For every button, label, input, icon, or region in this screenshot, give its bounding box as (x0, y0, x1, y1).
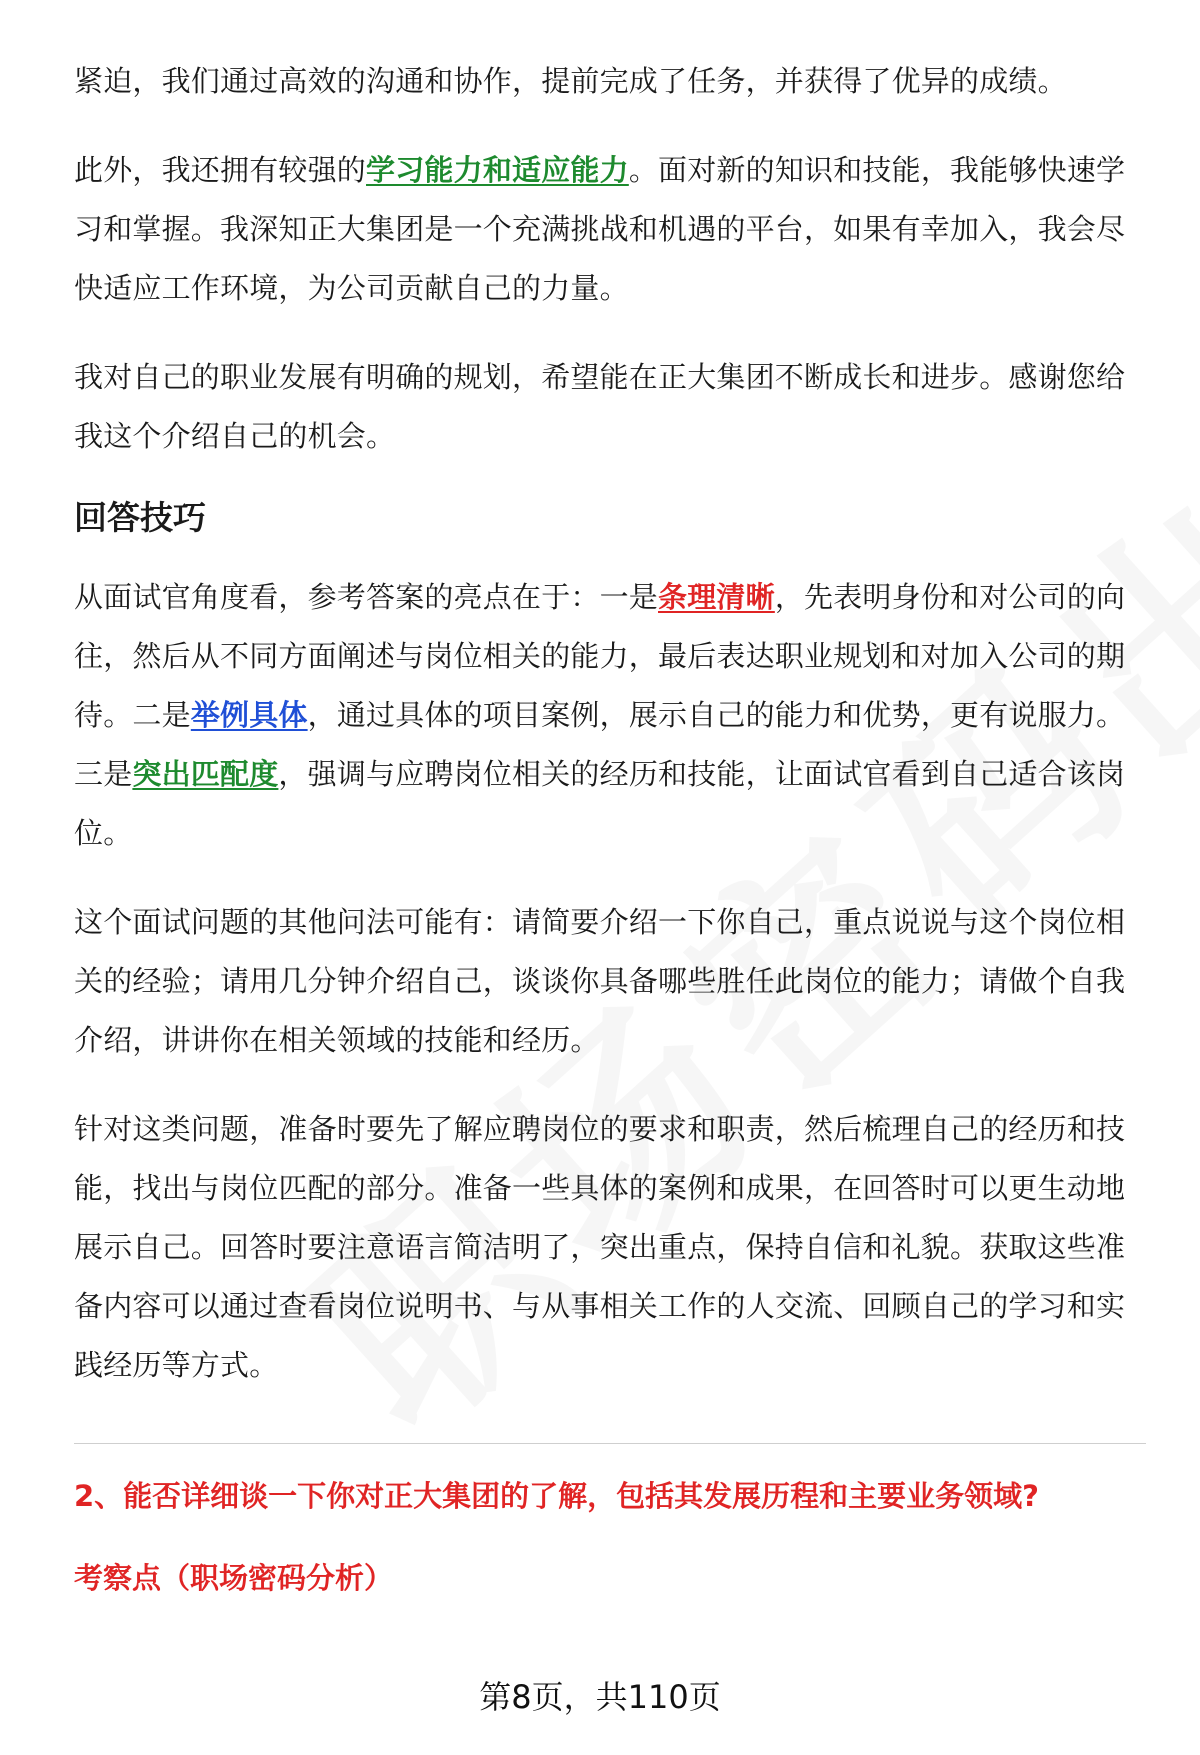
divider (74, 1443, 1146, 1444)
highlight-specific-examples: 举例具体 (190, 698, 308, 732)
page-number: 第8页，共110页 (479, 1678, 721, 1716)
next-question-subtitle: 考察点（职场密码分析） (74, 1561, 394, 1595)
tips-paragraph-3: 针对这类问题，准备时要先了解应聘岗位的要求和职责，然后梳理自己的经历和技能，找出与岗位匹配的部分。准备一些具体的案例和成果，在回答时可以更生动地展示自己。回答时要注意语言简洁明了，突出重点，保持自信和礼貌。获取这些准备内容可以通过查看岗位说明书、与从事相关工作的人交流、回顾自己的学习和实践经历等方式。 (74, 1112, 1126, 1382)
tips-text-d: ，强调与应聘岗位相关的经历和技能，让面试官看到自己适合该岗位。 (74, 757, 1126, 850)
paragraph-3: 我对自己的职业发展有明确的规划，希望能在正大集团不断成长和进步。感谢您给我这个介绍自己的机会。 (74, 360, 1126, 453)
tips-paragraph-2: 这个面试问题的其他问法可能有：请简要介绍一下你自己，重点说说与这个岗位相关的经验；请用几分钟介绍自己，谈谈你具备哪些胜任此岗位的能力；请做个自我介绍，讲讲你在相关领域的技能和经历。 (74, 905, 1126, 1057)
highlight-match-degree: 突出匹配度 (132, 757, 279, 791)
section-title: 回答技巧 (74, 498, 206, 537)
paragraph-2-text-a: 此外，我还拥有较强的 (74, 153, 367, 187)
tips-text-c: ，通过具体的项目案例，展示自己的能力和优势，更有说服力。三是 (74, 698, 1126, 791)
next-question-title: 2、能否详细谈一下你对正大集团的了解，包括其发展历程和主要业务领域? (74, 1479, 1040, 1513)
tips-text-a: 从面试官角度看，参考答案的亮点在于：一是 (74, 580, 659, 614)
paragraph-2-text-b: 。面对新的知识和技能，我能够快速学习和掌握。我深知正大集团是一个充满挑战和机遇的平台，如果有幸加入，我会尽快适应工作环境，为公司贡献自己的力量。 (74, 153, 1126, 305)
tips-paragraph-1 (74, 568, 1146, 863)
highlight-clear-structure: 条理清晰 (658, 580, 775, 614)
document-page (74, 52, 1146, 1600)
tips-text-b: ，先表明身份和对公司的向往，然后从不同方面阐述与岗位相关的能力，最后表达职业规划和对加入公司的期待。二是 (74, 580, 1126, 732)
paragraph-2 (74, 141, 1146, 318)
highlight-learning-ability: 学习能力和适应能力 (366, 153, 629, 187)
paragraph-1: 紧迫，我们通过高效的沟通和协作，提前完成了任务，并获得了优异的成绩。 (74, 64, 1067, 98)
